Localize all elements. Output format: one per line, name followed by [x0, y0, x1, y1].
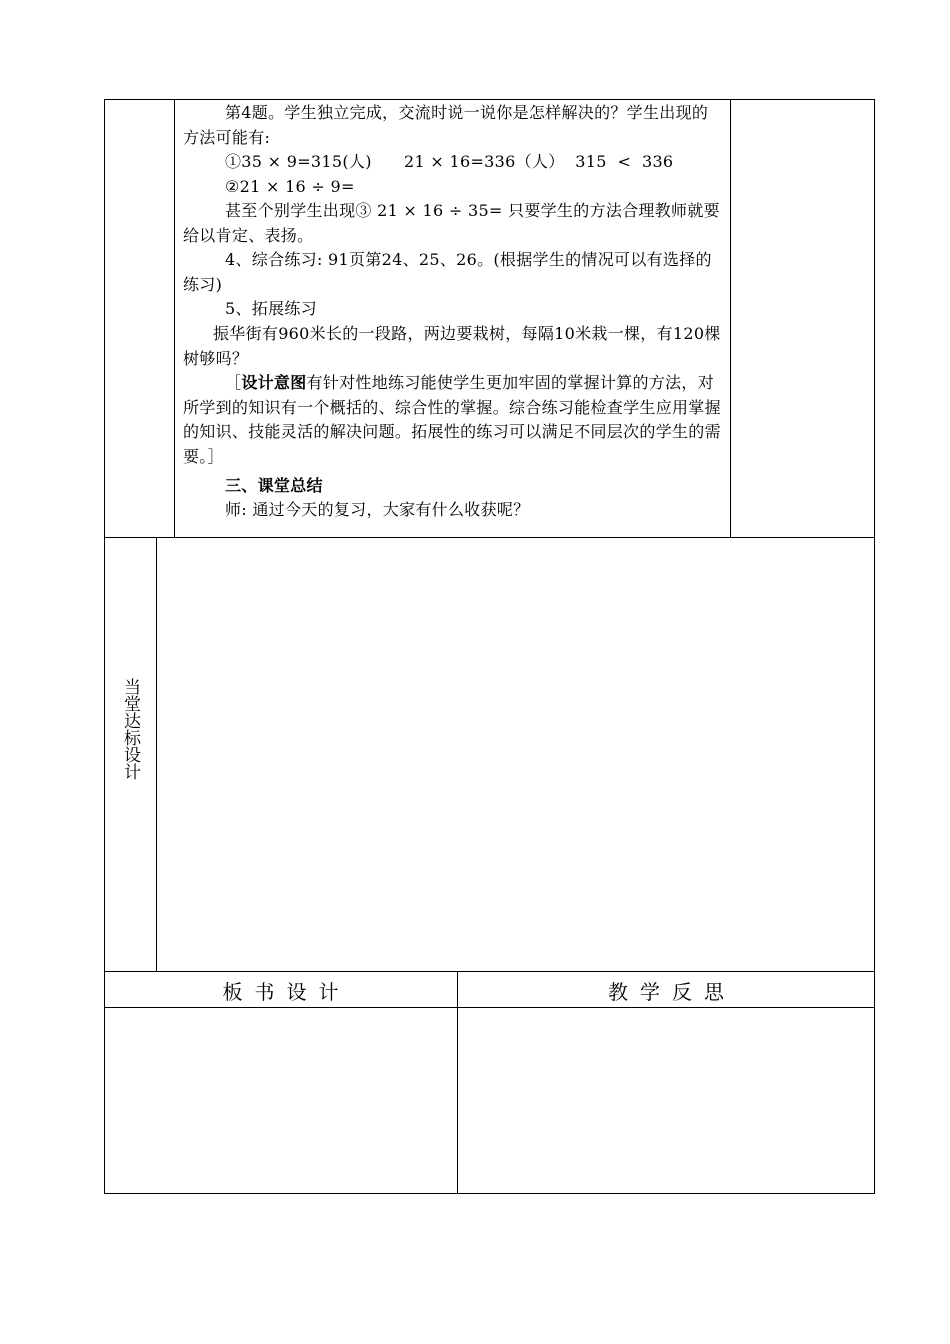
lesson-summary-heading: 三、课堂总结	[225, 476, 323, 495]
target-design-title: 当堂达标设计	[120, 678, 140, 780]
lesson-para-8	[183, 371, 723, 469]
lesson-table-divider-left	[174, 99, 175, 538]
lesson-para-2: ①35 × 9=315(人) 21 × 16=336（人） 315 < 336	[225, 152, 674, 171]
lesson-para-1: 第4题。学生独立完成，交流时说一说你是怎样解决的？学生出现的方法可能有:	[183, 103, 709, 147]
lesson-para-5: 4、综合练习: 91页第24、25、26。(根据学生的情况可以有选择的练习)	[183, 250, 712, 294]
lesson-para-4: 甚至个别学生出现③ 21 × 16 ÷ 35= 只要学生的方法合理教师就要给以肯定、表扬。	[183, 201, 720, 245]
reflection-header: 教学反思	[608, 980, 736, 1004]
design-intent-text: 有针对性地练习能使学生更加牢固的掌握计算的方法，对所学到的知识有一个概括的、综合性的掌握。综合练习能检查学生应用掌握的知识、技能灵活的解决问题。拓展性的练习可以满足不同层次的学生的需要。］	[183, 373, 721, 466]
reflection-area	[458, 1008, 874, 1193]
board-design-header: 板书设计	[222, 980, 351, 1004]
target-design-content-area	[157, 538, 874, 971]
lesson-table-divider-right	[730, 99, 731, 538]
lesson-para-7: 振华街有960米长的一段路，两边要栽树，每隔10米栽一棵，有120棵树够吗？	[183, 324, 721, 368]
lesson-para-10: 师: 通过今天的复习，大家有什么收获呢？	[225, 500, 530, 519]
design-intent-label: 设计意图	[241, 373, 307, 392]
lesson-para-6: 5、拓展练习	[225, 299, 317, 318]
design-intent-open: ［	[225, 373, 242, 392]
board-design-area	[105, 1008, 456, 1193]
lesson-para-3: ②21 × 16 ÷ 9=	[225, 177, 355, 196]
